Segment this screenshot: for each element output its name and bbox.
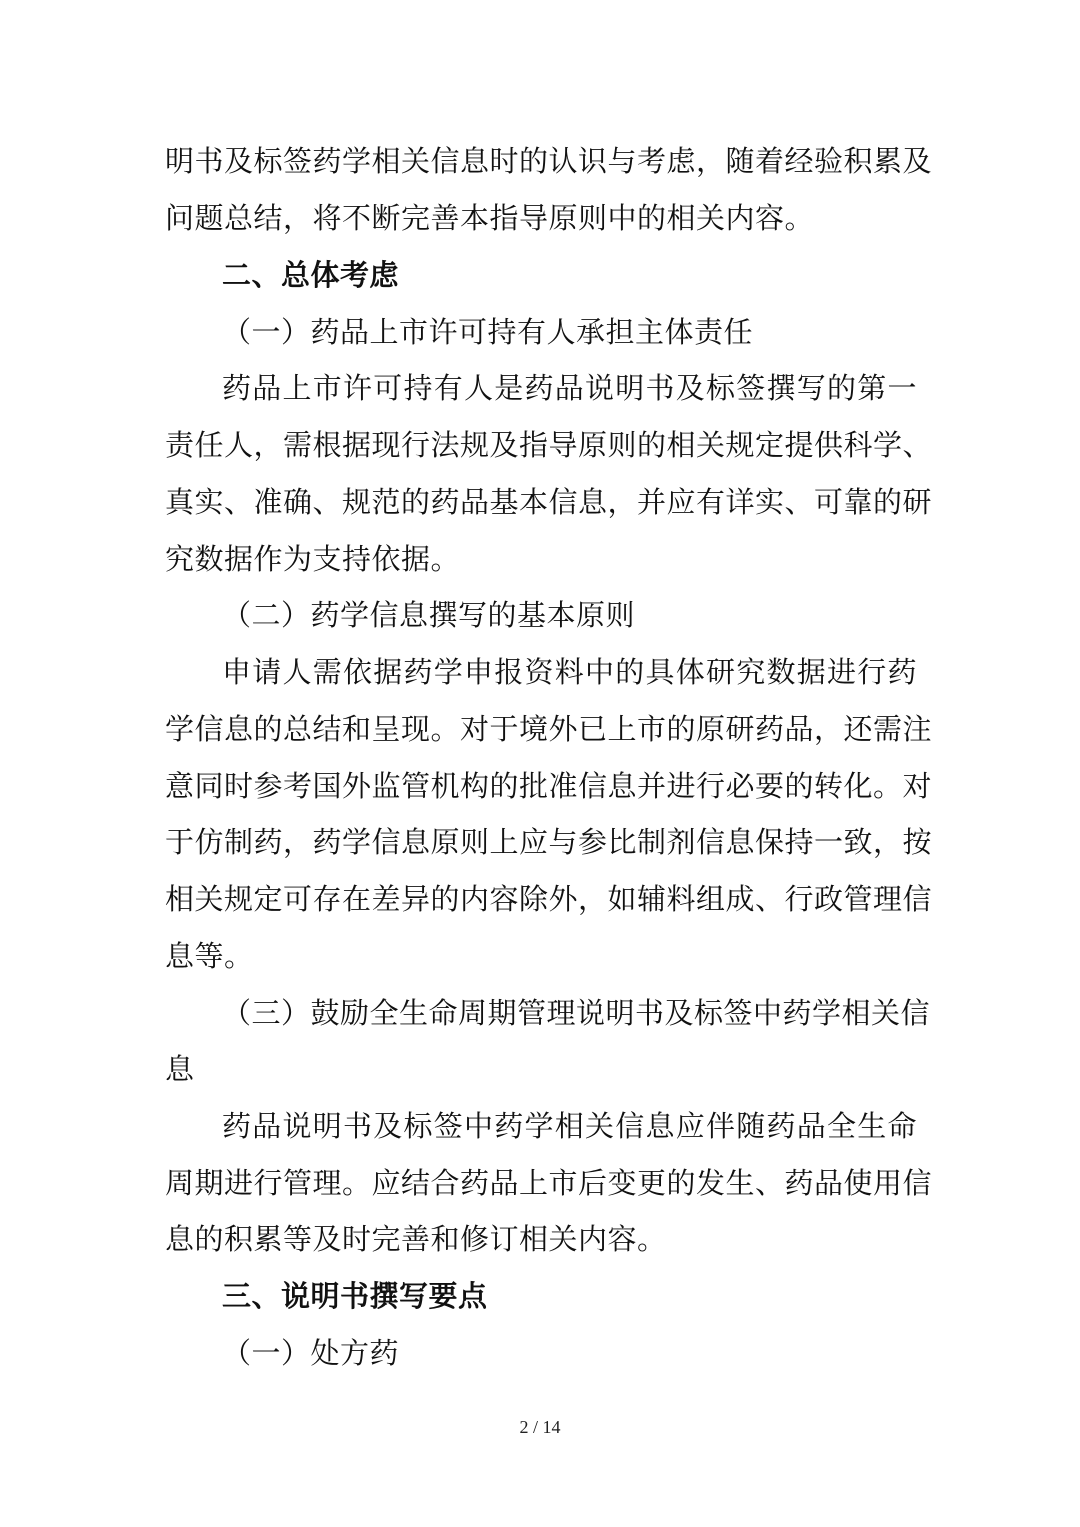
subsection-heading: （二）药学信息撰写的基本原则: [222, 598, 636, 632]
paragraph-line: 真实、准确、规范的药品基本信息，并应有详实、可靠的研: [165, 485, 933, 519]
subsection-heading: （一）药品上市许可持有人承担主体责任: [222, 315, 754, 349]
paragraph-line: 药品上市许可持有人是药品说明书及标签撰写的第一: [222, 371, 917, 405]
paragraph-line: 问题总结，将不断完善本指导原则中的相关内容。: [165, 201, 815, 235]
paragraph-line: 申请人需依据药学申报资料中的具体研究数据进行药: [222, 655, 917, 689]
page-number: 2 / 14: [519, 1417, 561, 1437]
paragraph-line: 于仿制药，药学信息原则上应与参比制剂信息保持一致，按: [165, 825, 933, 859]
paragraph-line: 究数据作为支持依据。: [165, 542, 461, 576]
subsection-heading-continued: 息: [165, 1052, 195, 1086]
paragraph-line: 息的积累等及时完善和修订相关内容。: [165, 1222, 667, 1256]
paragraph-line: 意同时参考国外监管机构的批准信息并进行必要的转化。对: [165, 769, 933, 803]
section-heading: 三、说明书撰写要点: [222, 1279, 488, 1313]
subsection-heading: （一）处方药: [222, 1336, 400, 1370]
paragraph-line: 学信息的总结和呈现。对于境外已上市的原研药品，还需注: [165, 712, 933, 746]
paragraph-line: 责任人，需根据现行法规及指导原则的相关规定提供科学、: [165, 428, 933, 462]
paragraph-line: 相关规定可存在差异的内容除外，如辅料组成、行政管理信: [165, 882, 933, 916]
paragraph-line: 药品说明书及标签中药学相关信息应伴随药品全生命: [222, 1109, 917, 1143]
paragraph-line: 明书及标签药学相关信息时的认识与考虑，随着经验积累及: [165, 144, 933, 178]
section-heading: 二、总体考虑: [222, 258, 400, 292]
paragraph-line: 周期进行管理。应结合药品上市后变更的发生、药品使用信: [165, 1166, 933, 1200]
subsection-heading: （三）鼓励全生命周期管理说明书及标签中药学相关信: [222, 996, 931, 1030]
paragraph-line: 息等。: [165, 939, 254, 973]
